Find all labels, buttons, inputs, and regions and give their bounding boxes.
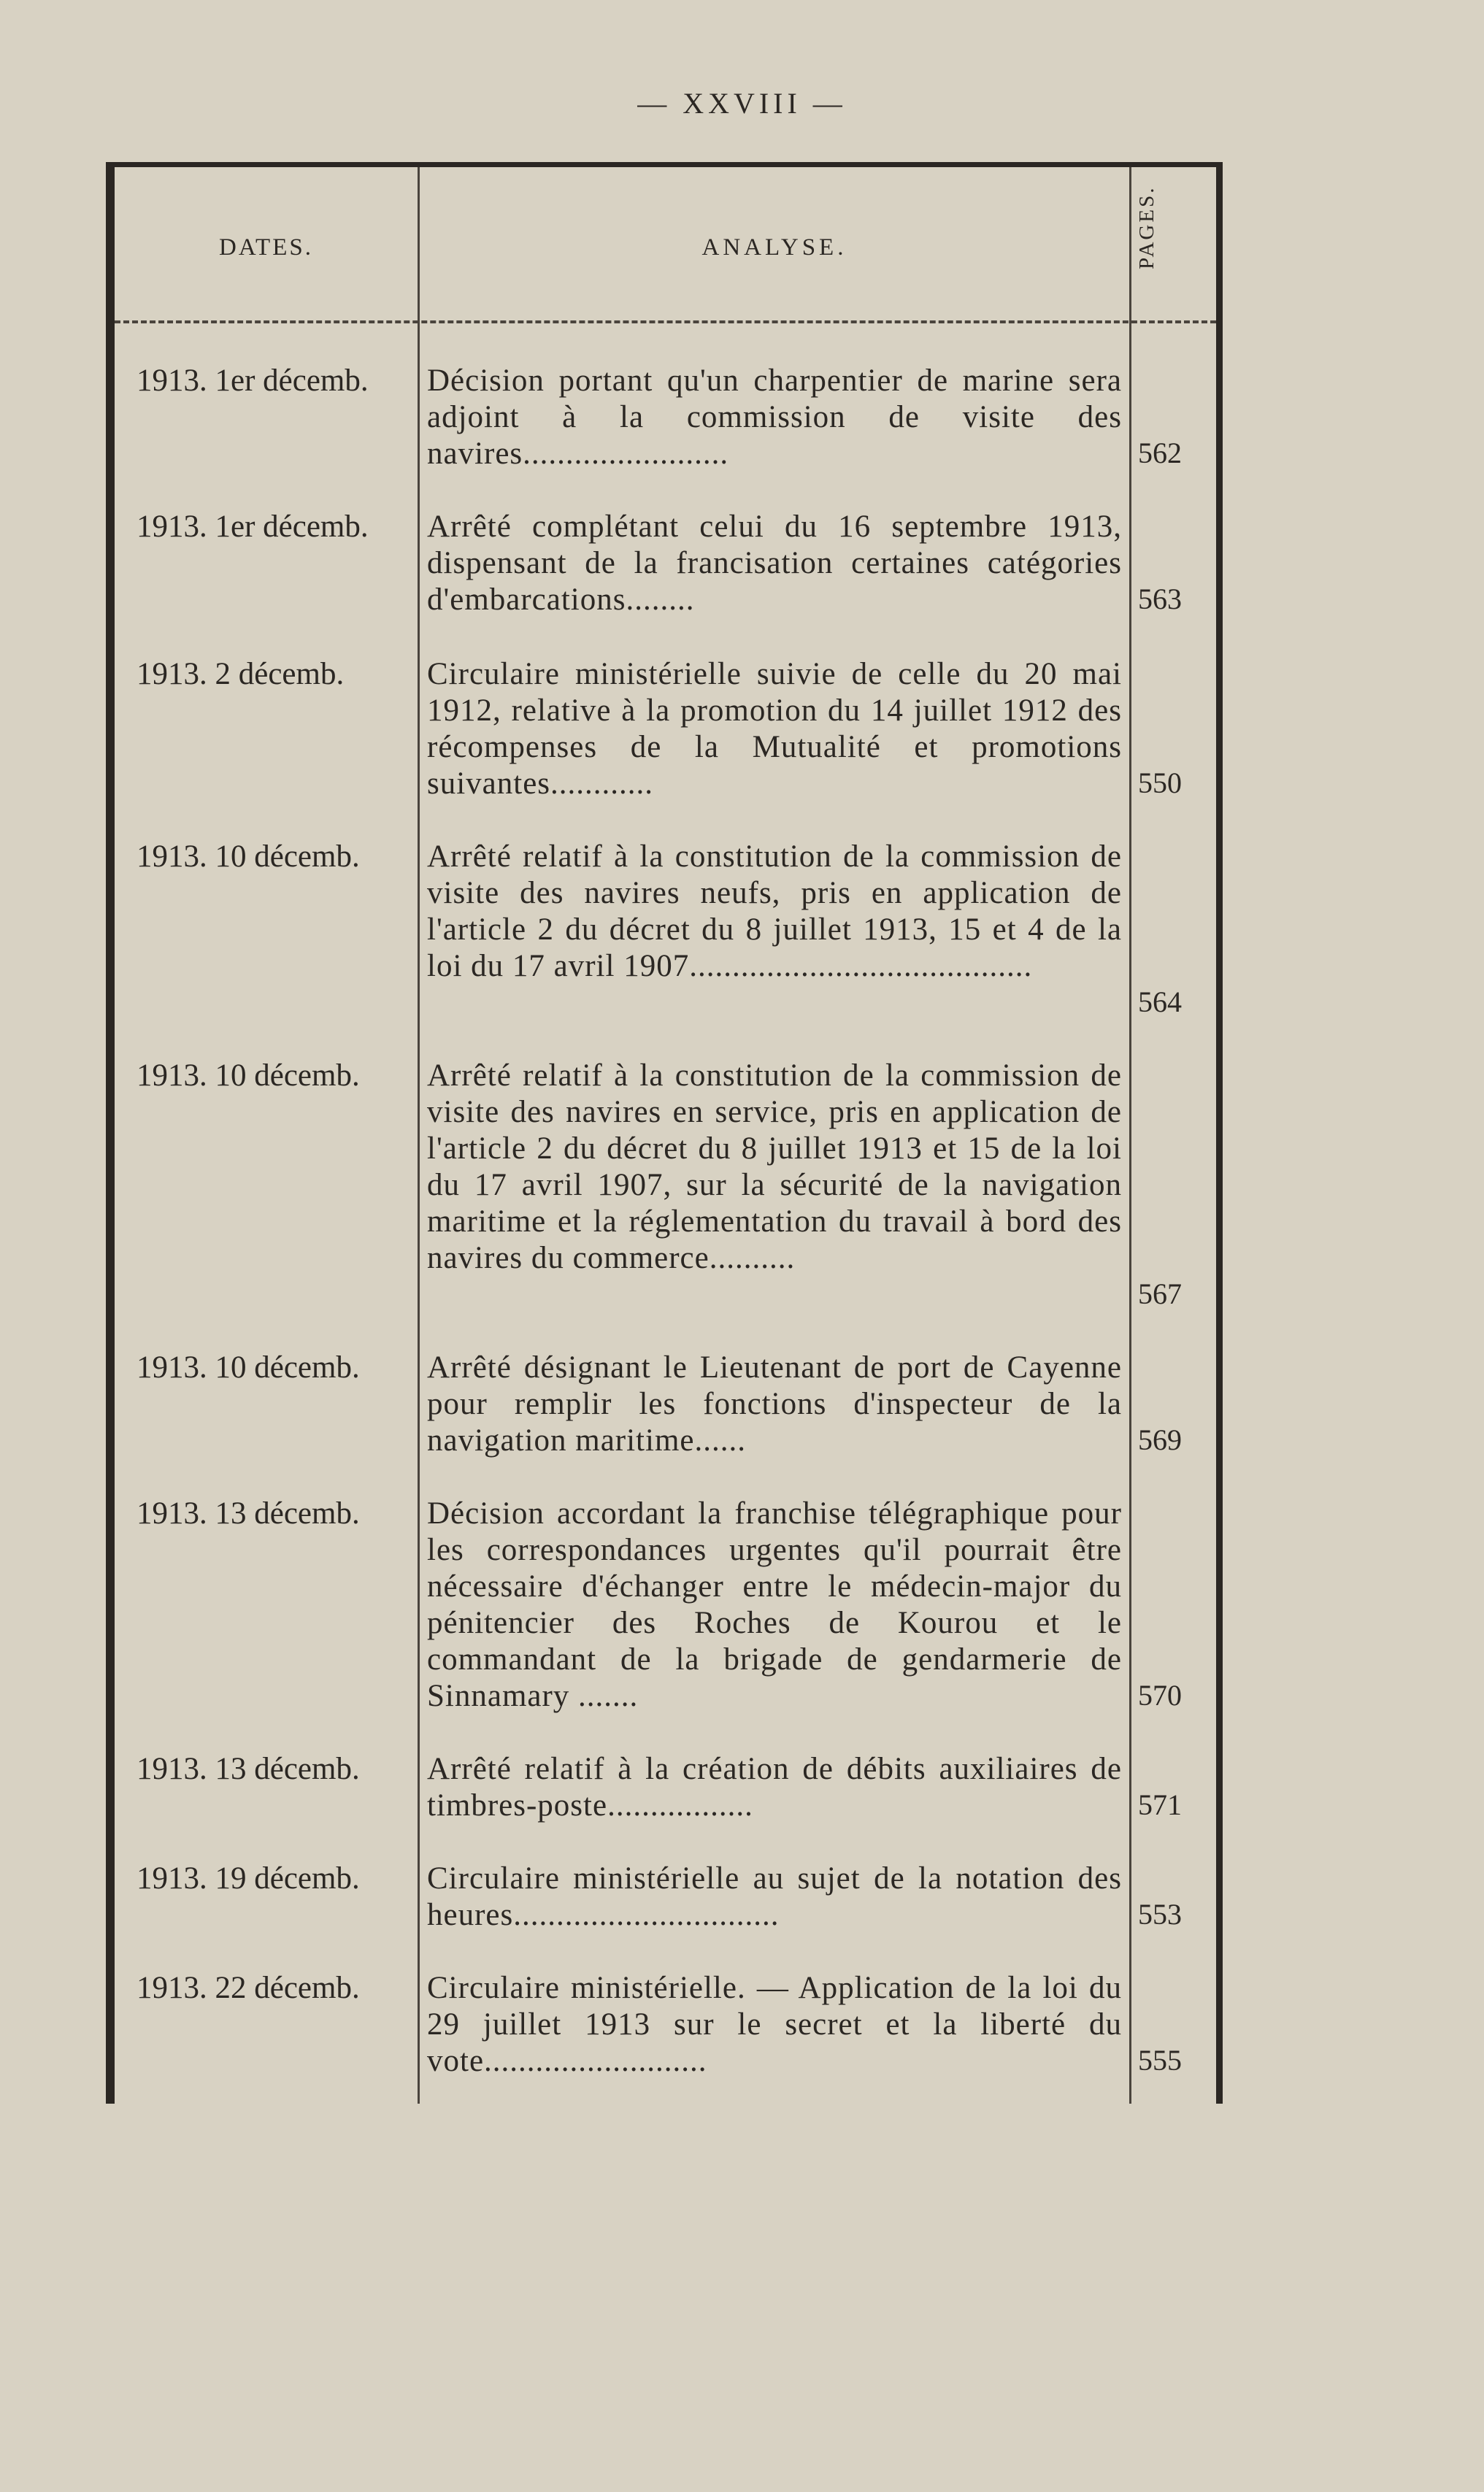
row-page: 555	[1138, 2044, 1182, 2077]
row-date: 1913. 1er décemb.	[137, 509, 369, 544]
column-header-pages: PAGES.	[1135, 185, 1158, 269]
column-header-dates: DATES.	[219, 234, 313, 261]
row-analysis: Décision portant qu'un charpentier de marine sera adjoint à la commission de visite des navires........................	[427, 364, 1122, 471]
row-analysis: Circulaire ministérielle. — Application de la loi du 29 juillet 1913 sur le secret et la liberté du vote..........................	[427, 1971, 1122, 2078]
row-analysis: Circulaire ministérielle au sujet de la notation des heures...............................	[427, 1861, 1122, 1932]
row-page: 562	[1138, 437, 1182, 469]
row-date: 1913. 10 décemb.	[137, 839, 360, 874]
row-page: 570	[1138, 1679, 1182, 1712]
column-divider-dates	[418, 167, 420, 2104]
row-analysis: Arrêté complétant celui du 16 septembre 1913, dispensant de la francisation certaines catégories d'embarcations........	[427, 509, 1122, 617]
row-date: 1913. 13 décemb.	[137, 1496, 360, 1531]
index-table	[106, 162, 1223, 2104]
row-page: 571	[1138, 1788, 1182, 1821]
row-page: 567	[1138, 1277, 1182, 1310]
row-analysis: Circulaire ministérielle suivie de celle du 20 mai 1912, relative à la promotion du 14 juillet 1912 des récompenses de la Mutualité et promotions suivantes............	[427, 657, 1122, 801]
row-page: 553	[1138, 1898, 1182, 1931]
column-header-analyse: ANALYSE.	[701, 234, 847, 261]
row-date: 1913. 19 décemb.	[137, 1861, 360, 1896]
row-analysis: Arrêté relatif à la constitution de la commission de visite des navires neufs, pris en application de l'article 2 du décret du 8 juillet 1913, 15 et 4 de la loi du 17 avril 1907........................................	[427, 839, 1122, 983]
row-date: 1913. 2 décemb.	[137, 657, 345, 691]
page-number: — XXVIII —	[637, 87, 847, 120]
row-date: 1913. 10 décemb.	[137, 1058, 360, 1093]
row-date: 1913. 10 décemb.	[137, 1350, 360, 1385]
column-divider-pages	[1129, 167, 1131, 2104]
row-analysis: Arrêté relatif à la constitution de la commission de visite des navires en service, pris en application de l'article 2 du décret du 8 juillet 1913 et 15 de la loi du 17 avril 1907, sur la sécurité de la navigation maritime et la réglementation du travail à bord des navires du commerce..........	[427, 1058, 1122, 1275]
row-page: 569	[1138, 1423, 1182, 1456]
row-page: 550	[1138, 766, 1182, 799]
row-analysis: Arrêté relatif à la création de débits auxiliaires de timbres-poste.................	[427, 1752, 1122, 1823]
row-page: 564	[1138, 985, 1182, 1018]
table-header	[115, 167, 1216, 323]
row-page: 563	[1138, 582, 1182, 615]
row-analysis: Arrêté désignant le Lieutenant de port de Cayenne pour remplir les fonctions d'inspecteur de la navigation maritime......	[427, 1350, 1122, 1458]
row-date: 1913. 13 décemb.	[137, 1752, 360, 1786]
row-analysis: Décision accordant la franchise télégraphique pour les correspondances urgentes qu'il pourrait être nécessaire d'échanger entre le médecin-major du pénitencier des Roches de Kourou et le commandant de la brigade de gendarmerie de Sinnamary .......	[427, 1496, 1122, 1713]
row-date: 1913. 22 décemb.	[137, 1971, 360, 2005]
row-date: 1913. 1er décemb.	[137, 364, 369, 398]
